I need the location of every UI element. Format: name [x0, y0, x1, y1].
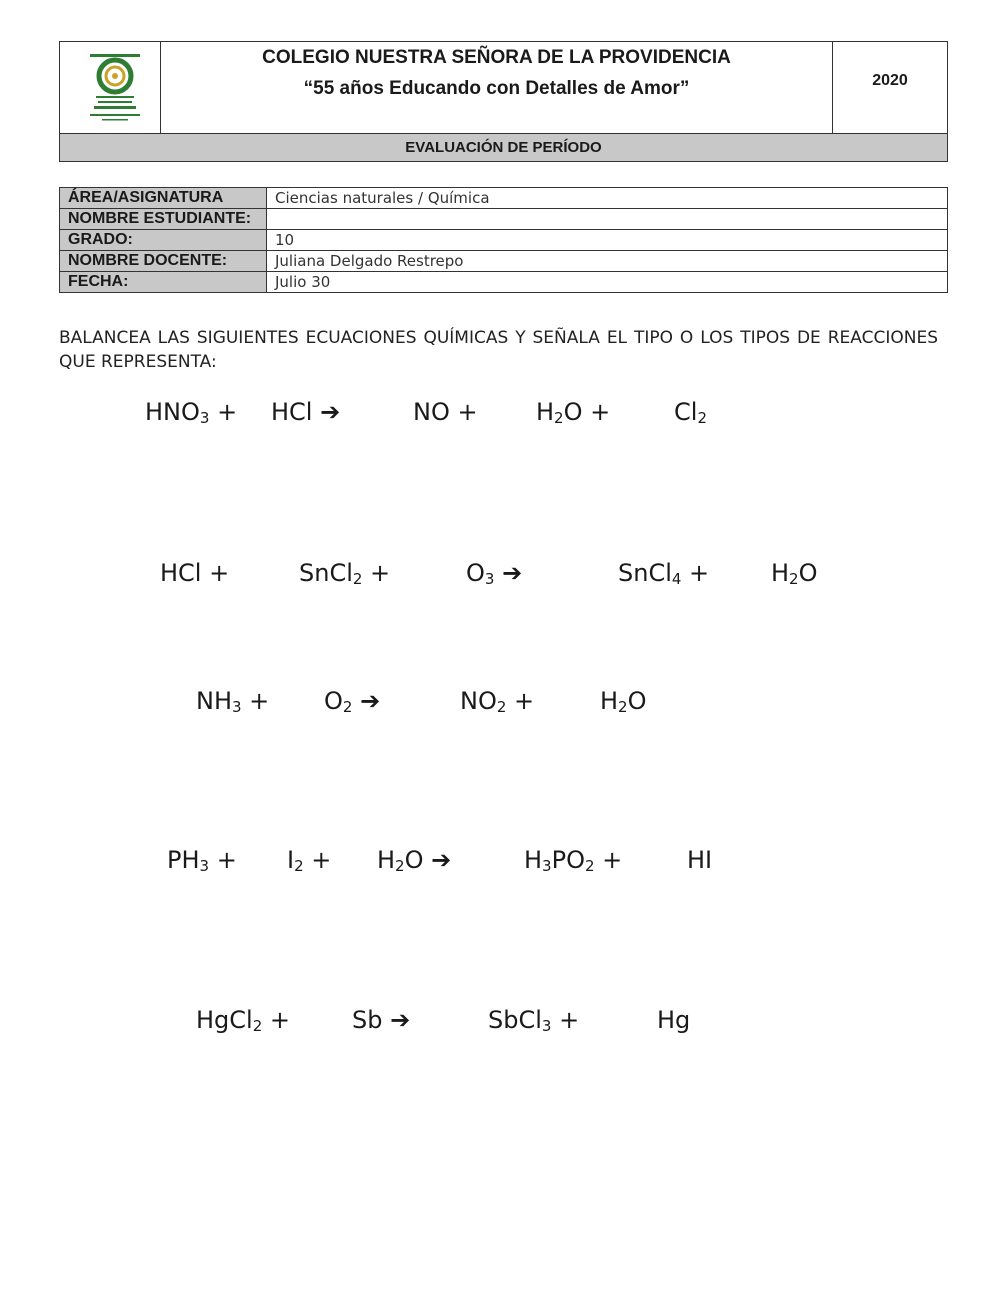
term-text: H	[771, 559, 790, 587]
info-label: FECHA:	[60, 272, 267, 293]
term-text: +	[209, 846, 237, 874]
term-text: NO +	[413, 398, 478, 426]
info-row	[60, 209, 948, 230]
term-text: HI	[687, 846, 713, 874]
info-row	[60, 251, 948, 272]
subscript: 2	[618, 698, 628, 716]
term-text: O	[627, 687, 647, 715]
term-text: +	[241, 687, 270, 715]
info-value: 10	[267, 230, 948, 251]
subscript: 2	[584, 857, 595, 875]
info-row	[60, 230, 948, 251]
equation-term	[287, 846, 331, 875]
equation-term	[536, 398, 610, 427]
equation-term	[771, 559, 817, 588]
equation-term	[466, 559, 522, 588]
term-text: HNO	[145, 398, 200, 426]
subscript: 2	[496, 698, 507, 716]
info-label: NOMBRE ESTUDIANTE:	[60, 209, 267, 230]
term-text: +	[262, 1006, 291, 1034]
equation-term	[488, 1006, 579, 1035]
header-top-row	[60, 42, 947, 134]
term-text: O +	[563, 398, 611, 426]
school-crest-icon	[88, 52, 142, 124]
subscript: 2	[352, 570, 363, 588]
term-text: +	[506, 687, 535, 715]
subscript: 2	[252, 1017, 263, 1035]
subscript: 2	[789, 570, 799, 588]
term-text: O	[466, 559, 485, 587]
equation-term	[145, 398, 237, 427]
year: 2020	[872, 72, 908, 89]
title-cell	[161, 42, 833, 133]
term-text: O	[324, 687, 343, 715]
equation-term	[167, 846, 237, 875]
subscript: 2	[342, 698, 353, 716]
school-motto: “55 años Educando con Detalles de Amor”	[303, 78, 690, 99]
info-value: Juliana Delgado Restrepo	[267, 251, 948, 272]
equation-term	[524, 846, 622, 875]
subscript: 2	[697, 409, 707, 427]
equation-term	[657, 1006, 690, 1034]
equation-term	[271, 398, 340, 426]
term-text: NO	[460, 687, 497, 715]
term-text: +	[681, 559, 710, 587]
subscript: 2	[294, 857, 304, 875]
student-info-table	[59, 187, 948, 293]
info-label: GRADO:	[60, 230, 267, 251]
school-name: COLEGIO NUESTRA SEÑORA DE LA PROVIDENCIA	[262, 47, 731, 68]
term-text: Sb ➔	[352, 1006, 411, 1034]
subscript: 3	[232, 698, 242, 716]
term-text: +	[551, 1006, 580, 1034]
logo-cell	[60, 42, 161, 133]
info-row	[60, 188, 948, 209]
term-text: +	[594, 846, 623, 874]
term-text: PO	[551, 846, 585, 874]
equation-term	[324, 687, 380, 716]
subscript: 2	[554, 409, 564, 427]
equation-term	[160, 559, 229, 587]
term-text: SnCl	[299, 559, 353, 587]
term-text: H	[536, 398, 555, 426]
document-header	[59, 41, 948, 162]
equation-term	[600, 687, 646, 716]
equation-term	[674, 398, 707, 427]
info-value	[267, 209, 948, 230]
subscript: 3	[541, 1017, 552, 1035]
term-text: H	[524, 846, 543, 874]
term-text: ➔	[352, 687, 381, 715]
equation-term	[352, 1006, 410, 1034]
subscript: 4	[671, 570, 682, 588]
equation-term	[377, 846, 451, 875]
term-text: NH	[196, 687, 232, 715]
equation-row	[0, 559, 1000, 599]
term-text: +	[209, 398, 238, 426]
subscript: 2	[395, 857, 405, 875]
subscript: 3	[484, 570, 495, 588]
info-label: ÁREA/ASIGNATURA	[60, 188, 267, 209]
equation-term	[196, 1006, 290, 1035]
term-text: Hg	[657, 1006, 691, 1034]
equation-term	[413, 398, 478, 426]
term-text: ➔	[494, 559, 523, 587]
term-text: Cl	[674, 398, 698, 426]
term-text: +	[362, 559, 391, 587]
info-label: NOMBRE DOCENTE:	[60, 251, 267, 272]
term-text: I	[287, 846, 295, 874]
subscript: 3	[542, 857, 552, 875]
term-text: SbCl	[488, 1006, 542, 1034]
equation-term	[687, 846, 712, 874]
subscript: 3	[199, 857, 210, 875]
term-text: SnCl	[618, 559, 672, 587]
term-text: HgCl	[196, 1006, 253, 1034]
info-value: Julio 30	[267, 272, 948, 293]
equation-term	[618, 559, 709, 588]
evaluation-title: EVALUACIÓN DE PERÍODO	[60, 134, 947, 161]
term-text: H	[377, 846, 396, 874]
info-value: Ciencias naturales / Química	[267, 188, 948, 209]
term-text: +	[303, 846, 332, 874]
subscript: 3	[199, 409, 210, 427]
term-text: O ➔	[404, 846, 452, 874]
equation-term	[196, 687, 269, 716]
term-text: PH	[167, 846, 200, 874]
equation-row	[0, 398, 1000, 438]
equation-term	[460, 687, 534, 716]
term-text: HCl ➔	[271, 398, 341, 426]
info-row	[60, 272, 948, 293]
equation-term	[299, 559, 390, 588]
term-text: O	[798, 559, 818, 587]
instruction-text: BALANCEA LAS SIGUIENTES ECUACIONES QUÍMICAS Y SEÑALA EL TIPO O LOS TIPOS DE REACCIONES QUE REPRESENTA:	[59, 328, 938, 372]
equation-row	[0, 1006, 1000, 1046]
equation-row	[0, 846, 1000, 886]
term-text: HCl +	[160, 559, 230, 587]
equation-row	[0, 687, 1000, 727]
term-text: H	[600, 687, 619, 715]
